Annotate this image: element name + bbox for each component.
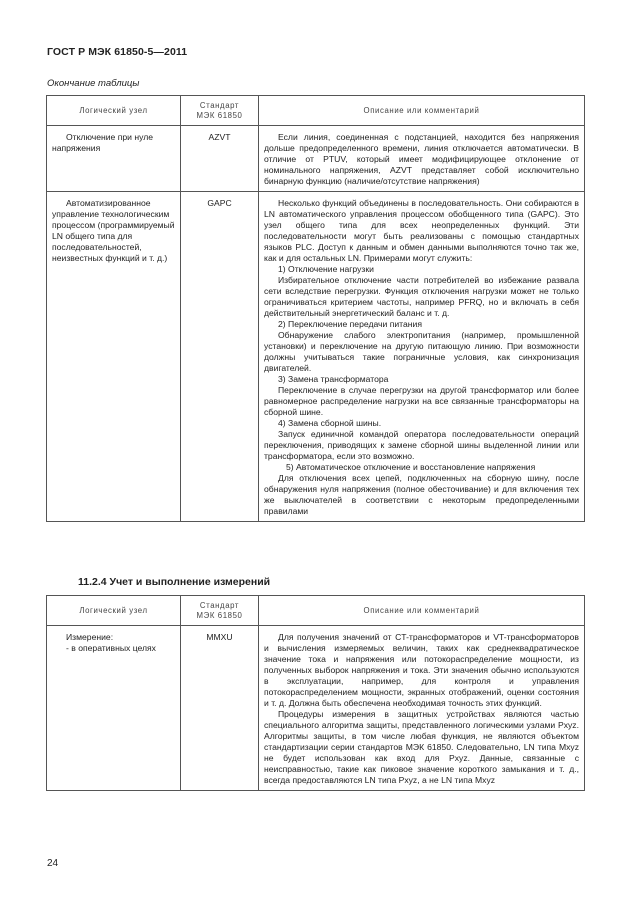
page-number: 24 bbox=[47, 858, 59, 869]
list-item-heading: 3) Замена трансформатора bbox=[278, 374, 389, 384]
table-row bbox=[47, 126, 585, 192]
description-paragraph: Обнаружение слабого электропитания (например, промышленной установки) и переключение на другую питающую линию. При возможности должны учитываться такие пограничные условия, как синхронизация двигателей. bbox=[264, 330, 579, 373]
node-text: - в оперативных целях bbox=[66, 643, 156, 653]
table-row bbox=[47, 192, 585, 522]
col-header-node: Логический узел bbox=[47, 96, 181, 126]
col-header-standard bbox=[181, 96, 259, 126]
col-header-standard-line2: МЭК 61850 bbox=[196, 610, 243, 620]
list-item-heading: 4) Замена сборной шины. bbox=[278, 418, 382, 428]
table-header-row bbox=[47, 96, 585, 126]
list-item-heading: 2) Переключение передачи питания bbox=[278, 319, 422, 329]
col-header-description: Описание или комментарий bbox=[259, 596, 585, 626]
node-text: Отключение при нуле напряжения bbox=[52, 132, 153, 153]
description-cell bbox=[259, 192, 585, 522]
col-header-standard-line1: Стандарт bbox=[199, 600, 240, 610]
section-heading: 11.2.4 Учет и выполнение измерений bbox=[78, 576, 271, 588]
node-text: Измерение: bbox=[66, 632, 114, 642]
description-paragraph: Процедуры измерения в защитных устройствах являются частью специального алгоритма защиты, представленного логическими узлами Pxyz. Алгоритмы защиты, в том числе любая функция, не являются объектом стандартизации серии стандартов МЭК 61850. Следовательно, LN типа Mxyz не будет использован как вход для Pxyz. Данные, связанные с неисправностью, такие как пиковое значение короткого замыкания и т. д., всегда предоставляются LN типа Pxyz, а не LN типа Mxyz bbox=[264, 709, 579, 785]
node-cell bbox=[47, 126, 181, 192]
table-row bbox=[47, 626, 585, 791]
description-cell bbox=[259, 626, 585, 791]
col-header-node: Логический узел bbox=[47, 596, 181, 626]
description-paragraph: Запуск единичной командой оператора последовательности операций переключения, приводящих к замене сборной шины выделенной линии или трансформатора, если это возможно. bbox=[264, 429, 579, 461]
description-paragraph: Если линия, соединенная с подстанцией, находится без напряжения дольше предопределенного времени, линия отключается автоматически. В отличие от PTUV, который имеет модифицирующее отклонение от номинального напряжения, AZVT представляет собой исключительно бинарную функцию (наличие/отсутствие напряжения) bbox=[264, 132, 579, 186]
description-cell bbox=[259, 126, 585, 192]
description-paragraph: Для отключения всех цепей, подключенных на сборную шину, после обнаружения нуля напряжения (полное обесточивание) и для включения тех же выключателей в соответствии с некоторым предопределенными правилами bbox=[264, 473, 579, 516]
description-paragraph: Переключение в случае перегрузки на другой трансформатор или более равномерное распределение нагрузки на все связанные трансформаторы на сборной шине. bbox=[264, 385, 579, 417]
node-cell bbox=[47, 192, 181, 522]
node-text: Автоматизированное управление технологическим процессом (программируемый LN общего типа для последовательностей, неизвестных функций и т. д.) bbox=[52, 198, 175, 263]
col-header-standard-line1: Стандарт bbox=[199, 100, 240, 110]
list-item-heading: 5) Автоматическое отключение и восстановление напряжения bbox=[286, 462, 536, 472]
description-paragraph: Несколько функций объединены в последовательность. Они собираются в LN автоматического управления процессом обобщенного типа (GAPC). Это узел общего типа для всех неопределенных функций. Эти последовательности могут быть реализованы с помощью стандартных языков PLC. Доступ к данным и обмен данными выполняются точно так же, как и для остальных LN. Примерами могут служить: bbox=[264, 198, 579, 263]
document-header: ГОСТ Р МЭК 61850-5—2011 bbox=[47, 46, 188, 58]
col-header-standard bbox=[181, 596, 259, 626]
col-header-standard-line2: МЭК 61850 bbox=[196, 110, 243, 120]
ln-table-1 bbox=[46, 95, 585, 522]
code-cell: GAPC bbox=[181, 192, 259, 522]
node-cell bbox=[47, 626, 181, 791]
list-item-heading: 1) Отключение нагрузки bbox=[278, 264, 374, 274]
table-header-row bbox=[47, 596, 585, 626]
description-paragraph: Для получения значений от CT-трансформаторов и VT-трансформаторов и вычисления измеряемых величин, таких как среднеквадратическое значение тока и напряжения или потокораспределение мощности, из полученных выборок напряжения и тока. Эти значения обычно используются в эксплуатации, например, для контроля и управления потокораспределением мощности, экранных отображений, оценки состояния и т. д. Должна быть обеспечена необходимая точность этих функций. bbox=[264, 632, 579, 708]
table-caption: Окончание таблицы bbox=[47, 78, 140, 89]
col-header-description: Описание или комментарий bbox=[259, 96, 585, 126]
code-cell: MMXU bbox=[181, 626, 259, 791]
code-cell: AZVT bbox=[181, 126, 259, 192]
description-paragraph: Избирательное отключение части потребителей во избежание развала сети вследствие перегрузки. Функция отключения нагрузки может не только ограничиваться критерием частоты, например PFRQ, но и включать в себя действительный энергетический баланс и т. д. bbox=[264, 275, 579, 318]
ln-table-2 bbox=[46, 595, 585, 791]
